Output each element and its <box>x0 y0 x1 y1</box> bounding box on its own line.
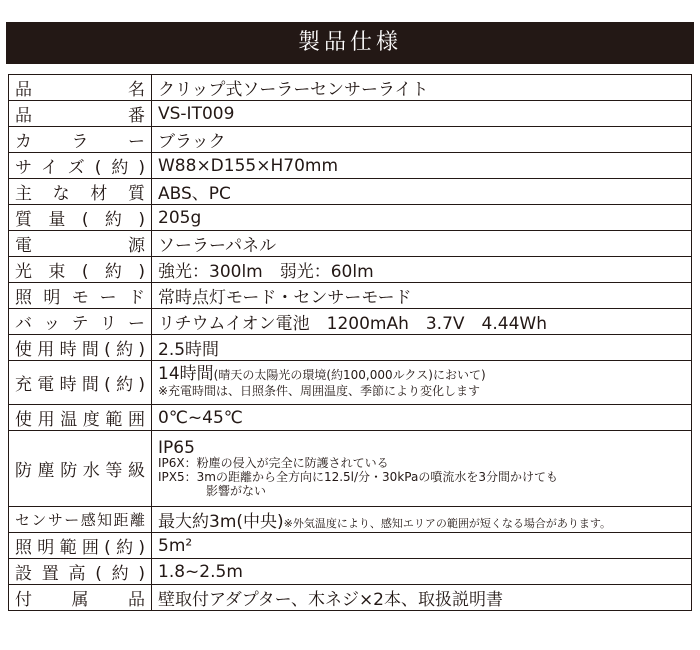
row-label: 品名 <box>9 75 152 101</box>
row-value: ソーラーパネル <box>152 231 692 257</box>
row-label: 使用温度範囲 <box>9 405 152 431</box>
ipx5-note: IPX5：3mの距離から全方向に12.5l/分・30kPaの噴流水を3分間かけても <box>158 469 558 484</box>
row-value: クリップ式ソーラーセンサーライト <box>152 75 692 101</box>
table-row <box>9 153 692 179</box>
row-label: 品番 <box>9 101 152 127</box>
row-value <box>152 361 692 405</box>
row-value: 2.5時間 <box>152 335 692 361</box>
row-value: 常時点灯モード・センサーモード <box>152 283 692 309</box>
charge-time-note2: ※充電時間は、日照条件、周囲温度、季節により変化します <box>158 384 481 398</box>
sensor-range-value: 最大約3m(中央) <box>158 512 284 532</box>
row-value <box>152 507 692 533</box>
table-row <box>9 127 692 153</box>
row-label: 使用時間(約) <box>9 335 152 361</box>
table-row <box>9 257 692 283</box>
row-label: 光束(約) <box>9 257 152 283</box>
table-row <box>9 361 692 405</box>
table-row <box>9 335 692 361</box>
row-label: 主な材質 <box>9 179 152 205</box>
table-row <box>9 507 692 533</box>
spec-table <box>8 74 692 611</box>
ip6x-note: IP6X：粉塵の侵入が完全に防護されている <box>158 455 389 470</box>
ipx5-note-cont: 影響がない <box>206 483 267 498</box>
row-label: 防塵防水等級 <box>9 431 152 507</box>
table-row <box>9 405 692 431</box>
ip-rating: IP65 <box>158 437 195 458</box>
table-row <box>9 179 692 205</box>
row-label: カラー <box>9 127 152 153</box>
table-row <box>9 533 692 559</box>
row-value: 5m² <box>152 533 692 559</box>
row-label: 質量(約) <box>9 205 152 231</box>
page-title: 製品仕様 <box>6 22 694 64</box>
row-value: VS-IT009 <box>152 101 692 127</box>
row-label: 電源 <box>9 231 152 257</box>
table-row <box>9 585 692 611</box>
row-value: 205g <box>152 205 692 231</box>
table-row <box>9 309 692 335</box>
charge-time-value: 14時間 <box>158 364 214 384</box>
table-row <box>9 231 692 257</box>
row-value <box>152 431 692 507</box>
row-value: ABS、PC <box>152 179 692 205</box>
sensor-range-note: ※外気温度により、感知エリアの範囲が短くなる場合があります。 <box>283 517 611 530</box>
table-row <box>9 205 692 231</box>
row-value: ブラック <box>152 127 692 153</box>
table-row <box>9 75 692 101</box>
row-value: 強光：300lm 弱光：60lm <box>152 257 692 283</box>
row-value: W88×D155×H70mm <box>152 153 692 179</box>
row-label: サイズ(約) <box>9 153 152 179</box>
row-label: センサー感知距離 <box>9 507 152 533</box>
row-value: 1.8~2.5m <box>152 559 692 585</box>
row-value: リチウムイオン電池 1200mAh 3.7V 4.44Wh <box>152 309 692 335</box>
row-value: 0℃~45℃ <box>152 405 692 431</box>
row-value: 壁取付アダプター、木ネジ×2本、取扱説明書 <box>152 585 692 611</box>
charge-time-note: (晴天の太陽光の環境(約100,000ルクス)において) <box>213 368 486 382</box>
row-label: バッテリー <box>9 309 152 335</box>
row-label: 設置高(約) <box>9 559 152 585</box>
table-row <box>9 101 692 127</box>
table-row <box>9 559 692 585</box>
row-label: 付属品 <box>9 585 152 611</box>
row-label: 照明モード <box>9 283 152 309</box>
row-label: 充電時間(約) <box>9 361 152 405</box>
row-label: 照明範囲(約) <box>9 533 152 559</box>
table-row <box>9 431 692 507</box>
table-row <box>9 283 692 309</box>
